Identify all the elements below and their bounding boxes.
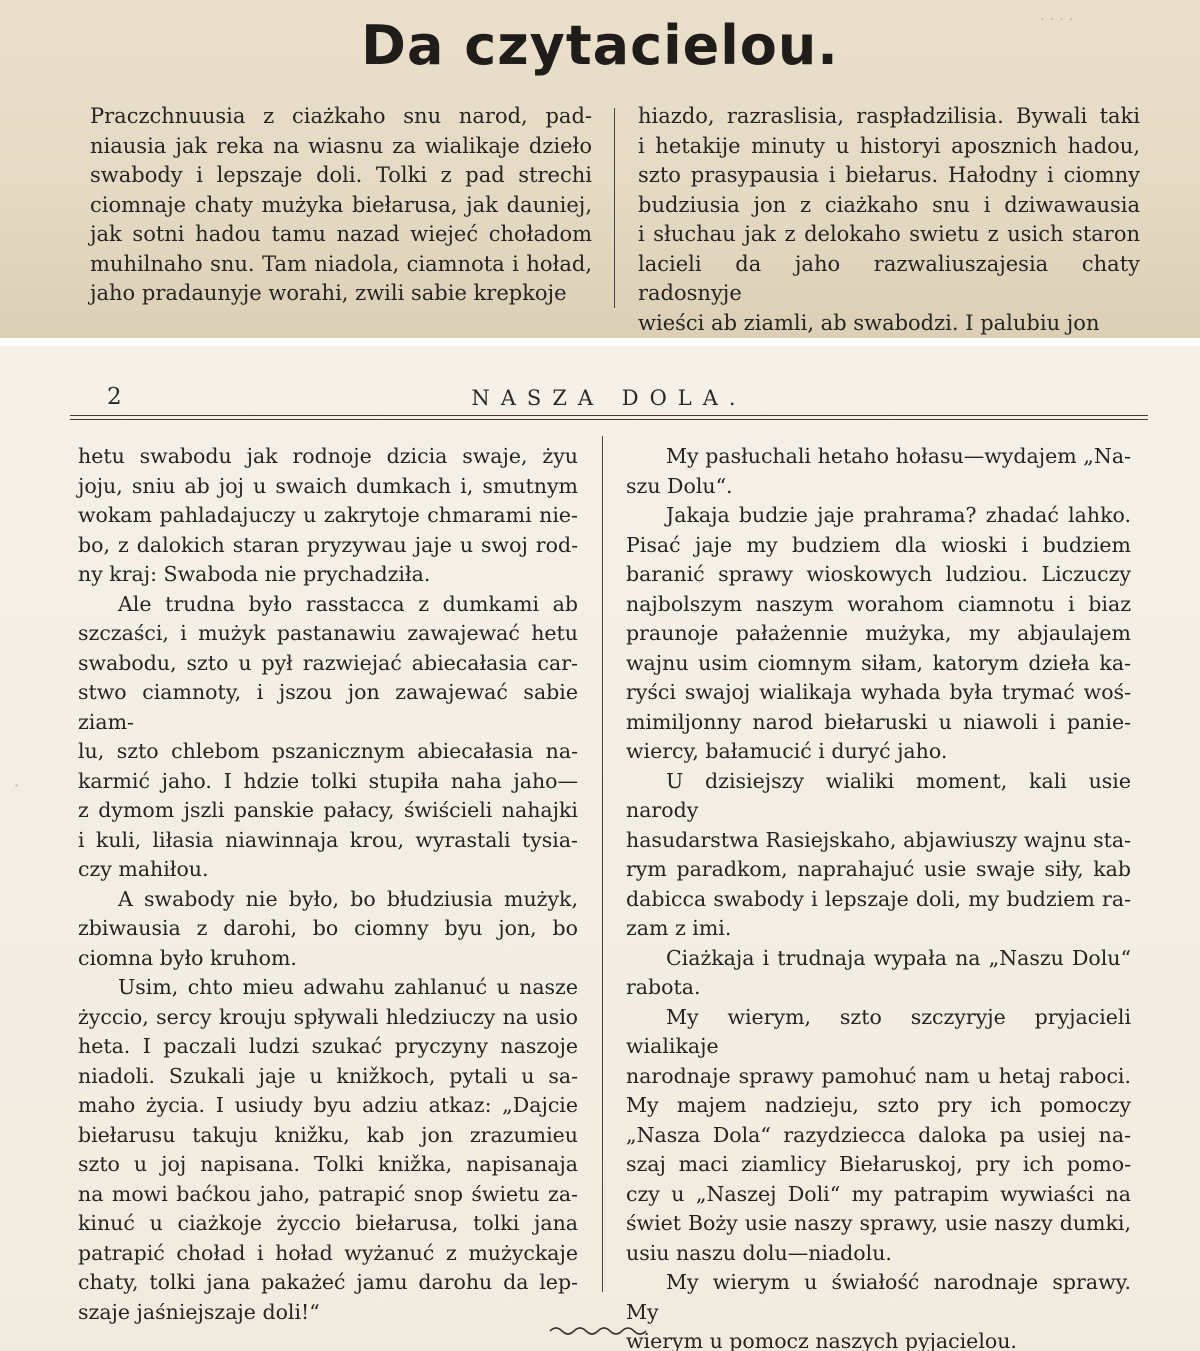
article-column-right: [626, 442, 1131, 1351]
text-line: wajnu usim ciomnym siłam, katorym dzieła ka-: [626, 650, 1131, 675]
margin-mark: ·: [14, 776, 20, 795]
header-rule: [70, 415, 1148, 416]
text-line: budziusia jon z ciażkaho snu i dziwawausia: [638, 192, 1140, 217]
text-line: na mowi baćkou jaho, patrapić snop świetu za-: [78, 1181, 578, 1206]
ornamental-divider: [548, 1324, 652, 1338]
text-line: My wierym, szto szczyryje pryjacieli wialikaje: [626, 1004, 1131, 1058]
text-line: szaj maci ziamlicy Biełaruskoj, pry ich pomo-: [626, 1152, 1131, 1176]
column-divider: [602, 436, 603, 1292]
page-one-fragment: [0, 0, 1200, 338]
header-rule: [70, 419, 1148, 420]
text-line: patrapić choład i hoład wyżanuć z mużyckaje: [78, 1240, 578, 1265]
text-line: życcio, sercy krouju spływali hledziuczy na usio: [78, 1004, 578, 1029]
text-line: Jakaja budzie jaje prahrama? zhadać lahko.: [666, 503, 1131, 527]
text-line: U dzisiejszy wialiki moment, kali usie narody: [626, 768, 1131, 822]
text-line: Ale trudna było rasstacca z dumkami ab: [118, 591, 578, 616]
text-line: zbiwausia z darohi, bo ciomny byu jon, bo: [78, 916, 578, 940]
text-line: „Nasza Dola“ razydziecca daloka pa usiej na-: [626, 1122, 1131, 1147]
text-line: wokam pahladajuczy u zakrytoje chmarami nie-: [78, 503, 578, 527]
bleed-through-text: · · · ·: [1040, 10, 1074, 28]
text-line: heta. I paczali ludzi szukać pryczyny naszoje: [78, 1034, 578, 1058]
text-line: A swabody nie było, bo błudziusia mużyk,: [118, 886, 578, 911]
text-line: kinuć u ciażkoje życcio biełarusa, tolki jana: [78, 1211, 578, 1235]
text-line: hetu swabodu jak rodnoje dzicia swaje, żyu: [78, 444, 578, 468]
text-line: i kuli, liłasia niawinnaja krou, wyrastali tysia-: [78, 827, 578, 852]
text-line: baranić sprawy wioskowych ludziou. Liczuczy: [626, 562, 1131, 586]
text-line: Pisać jaje my budziem dla wioski i budziem: [626, 532, 1131, 557]
text-line: hiazdo, razraslisia, raspładzilisia. Bywali taki: [638, 104, 1140, 128]
text-line: ciomnaje chaty mużyka biełarusa, jak dauniej,: [90, 192, 592, 217]
text-line: joju, sniu ab joj u swaich dumkach i, smutnym: [78, 473, 578, 498]
text-line: i słuchau jak z delokaho swietu z usich staron: [638, 222, 1140, 246]
text-line: szu Dolu“.: [626, 473, 733, 498]
text-line: narodnaje sprawy pamohuć nam u hetaj raboci.: [626, 1063, 1131, 1088]
text-line: biełarusu takuju knižku, kab jon zrazumieu: [78, 1122, 578, 1147]
text-line: czy mahiłou.: [78, 857, 209, 881]
text-line: maho życia. I usiudy byu adziu atkaz: „Dajcie: [78, 1093, 578, 1117]
text-line: bo, z dalokich staran pryzywau jaje u swoj rod-: [78, 532, 578, 557]
journal-title: NASZA DOLA.: [471, 386, 747, 410]
text-line: zam z imi.: [626, 916, 732, 940]
text-line: swabodu, szto u pył razwiejać abiecałasia car-: [78, 650, 578, 675]
text-line: chaty, tolki jana pakażeć jamu darohu da lep-: [78, 1270, 578, 1294]
text-line: z dymom jszli panskie pałacy, świścieli nahajki: [78, 798, 578, 822]
text-line: praunoje pałażennie mużyka, my abjaulajem: [626, 621, 1131, 645]
text-line: rym paradkom, naprahajuć usie swaje siły, kab: [626, 857, 1131, 881]
text-line: mimiljonny narod biełaruski u niawoli i panie-: [626, 709, 1131, 734]
text-line: usiu naszu dolu—niadolu.: [626, 1240, 892, 1265]
text-line: szto u joj napisana. Tolki knižka, napisanaja: [78, 1152, 578, 1176]
text-line: wiercy, bałamucić i duryć jaho.: [626, 739, 948, 763]
text-line: ciomna było kruhom.: [78, 945, 297, 970]
text-line: Usim, chto mieu adwahu zahlanuć u nasze: [118, 975, 578, 999]
headline: Da czytacielou.: [361, 14, 839, 77]
text-line: lu, szto chlebom pszanicznym abiecałasia na-: [78, 739, 578, 763]
text-line: wieści ab ziamli, ab swabodzi. I palubiu jon: [638, 310, 1100, 335]
text-line: świet Boży usie naszy sprawy, usie naszy dumki,: [626, 1211, 1131, 1235]
text-line: dabicca swabody i lepszaje doli, my budziem ra-: [626, 886, 1131, 911]
column-divider: [614, 108, 615, 308]
text-line: ny kraj: Swaboda nie prychadziła.: [78, 562, 431, 586]
text-line: swabody i lepszaje doli. Tolki z pad strechi: [90, 163, 592, 187]
text-line: wierym u pomocz naszych pyjacielou.: [626, 1329, 1017, 1351]
text-line: My pasłuchali hetaho hołasu—wydajem „Na-: [666, 444, 1131, 468]
top-column-right: [638, 102, 1140, 338]
text-line: szaje jaśniejszaje doli!“: [78, 1299, 320, 1324]
page-two: [0, 346, 1200, 1351]
text-line: My wierym u świałość narodnaje sprawy. My: [626, 1270, 1131, 1324]
page-number: 2: [107, 384, 122, 410]
text-line: najbolszym naszym worahom ciamnotu i biaz: [626, 591, 1131, 616]
text-line: szto prasypausia i biełarus. Hałodny i ciomny: [638, 163, 1140, 187]
text-line: ryści swajoj wialikaja wyhada była trymać woś-: [626, 680, 1131, 704]
text-line: niausia jak reka na wiasnu za wialikaje dzieło: [90, 133, 592, 158]
text-line: Ciażkaja i trudnaja wypała na „Naszu Dolu“: [666, 945, 1131, 970]
text-line: hasudarstwa Rasiejskaho, abjawiuszy wajnu sta-: [626, 827, 1131, 852]
text-line: jak sotni hadou tamu nazad wiejeć choładom: [90, 222, 592, 246]
top-column-left: [90, 102, 592, 309]
text-line: My majem nadzieju, szto pry ich pomoczy: [626, 1093, 1131, 1117]
text-line: muhilnaho snu. Tam niadola, ciamnota i hoład,: [90, 251, 592, 276]
text-line: jaho pradaunyje worahi, zwili sabie krepkoje: [90, 281, 567, 305]
text-line: niadoli. Szukali jaje u knižkoch, pytali u sa-: [78, 1063, 578, 1088]
text-line: i hetakije minuty u historyi aposznich hadou,: [638, 133, 1140, 158]
article-column-left: [78, 442, 578, 1327]
text-line: czy u „Naszej Doli“ my patrapim wywiaści na: [626, 1181, 1131, 1206]
text-line: lacieli da jaho razwaliuszajesia chaty radosnyje: [638, 251, 1140, 305]
text-line: rabota.: [626, 975, 701, 999]
text-line: szczaści, i mużyk pastanawiu zawajewać hetu: [78, 621, 578, 645]
text-line: Praczchnuusia z ciażkaho snu narod, pad-: [90, 104, 592, 128]
text-line: stwo ciamnoty, i jszou jon zawajewać sabie ziam-: [78, 680, 578, 734]
text-line: karmić jaho. I hdzie tolki stupiła naha jaho—: [78, 768, 578, 793]
